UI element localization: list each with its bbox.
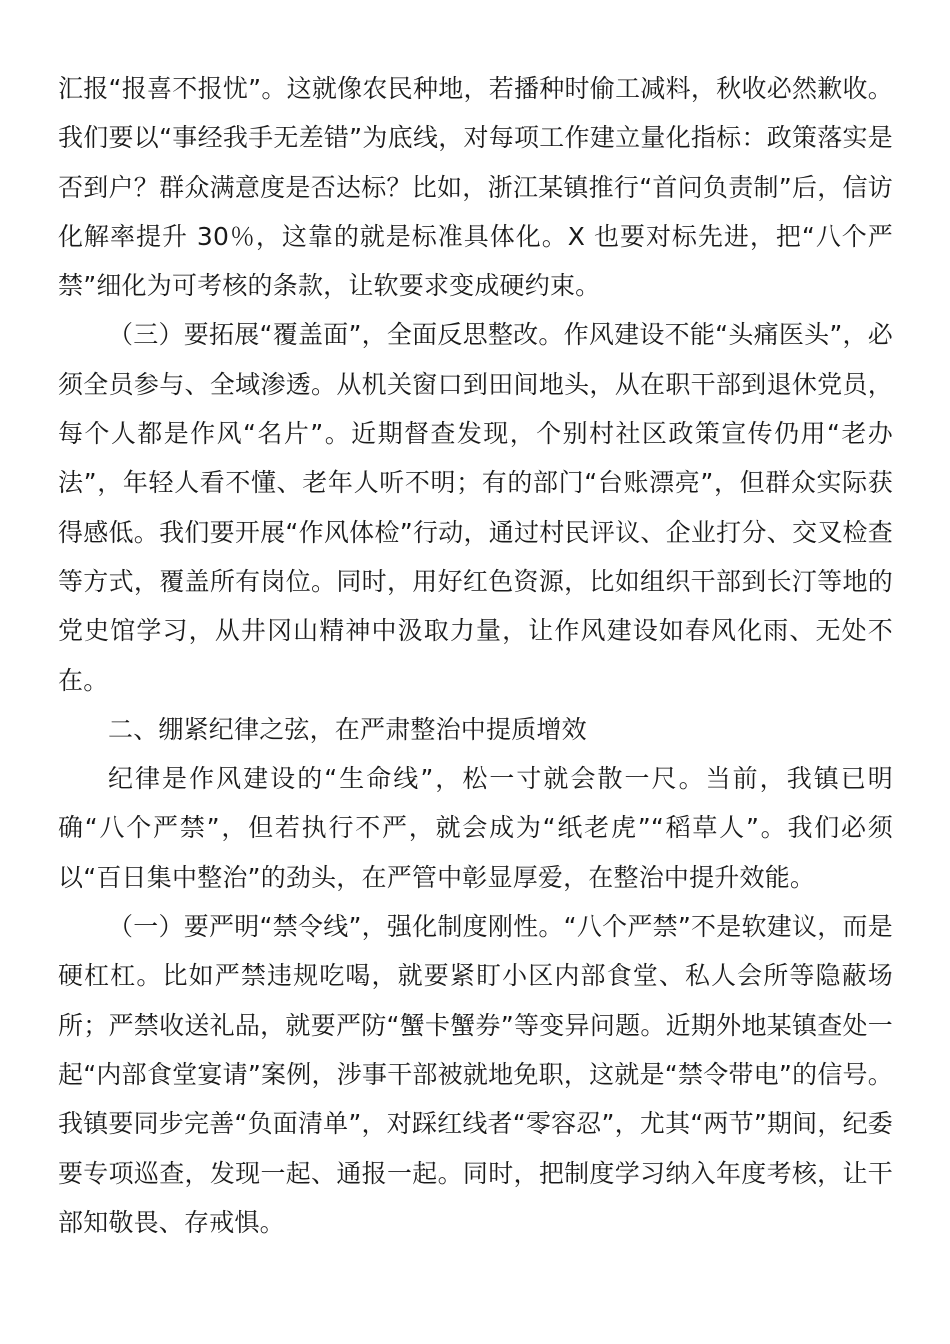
section-heading-2: 二、绷紧纪律之弦，在严肃整治中提质增效: [108, 714, 587, 744]
paragraph-section-1: （一）要严明“禁令线”，强化制度刚性。“八个严禁”不是软建议，而是硬杠杠。比如严禁违规吃喝，就要紧盯小区内部食堂、私人会所等隐蔽场所；严禁收送礼品，就要严防“蟹卡蟹券”等变异问题。近期外地某镇查处一起“内部食堂宴请”案例，涉事干部被就地免职，这就是“禁令带电”的信号。我镇要同步完善“负面清单”，对踩红线者“零容忍”，尤其“两节”期间，纪委要专项巡查，发现一起、通报一起。同时，把制度学习纳入年度考核，让干部知敬畏、存戒惧。: [58, 912, 893, 1237]
paragraph-discipline-intro: 纪律是作风建设的“生命线”，松一寸就会散一尺。当前，我镇已明确“八个严禁”，但若执行不严，就会成为“纸老虎”“稻草人”。我们必须以“百日集中整治”的劲头，在严管中彰显厚爱，在整治中提升效能。: [58, 764, 893, 892]
document-body: [58, 64, 893, 1247]
paragraph-section-3: （三）要拓展“覆盖面”，全面反思整改。作风建设不能“头痛医头”，必须全员参与、全域渗透。从机关窗口到田间地头，从在职干部到退休党员，每个人都是作风“名片”。近期督查发现，个别村社区政策宣传仍用“老办法”，年轻人看不懂、老年人听不明；有的部门“台账漂亮”，但群众实际获得感低。我们要开展“作风体检”行动，通过村民评议、企业打分、交叉检查等方式，覆盖所有岗位。同时，用好红色资源，比如组织干部到长汀等地的党史馆学习，从井冈山精神中汲取力量，让作风建设如春风化雨、无处不在。: [58, 320, 893, 695]
paragraph-continuation: 汇报“报喜不报忧”。这就像农民种地，若播种时偷工减料，秋收必然歉收。我们要以“事经我手无差错”为底线，对每项工作建立量化指标：政策落实是否到户？群众满意度是否达标？比如，浙江某镇推行“首问负责制”后，信访化解率提升 30％，这靠的就是标准具体化。X 也要对标先进，把“八个严禁”细化为可考核的条款，让软要求变成硬约束。: [58, 74, 893, 301]
